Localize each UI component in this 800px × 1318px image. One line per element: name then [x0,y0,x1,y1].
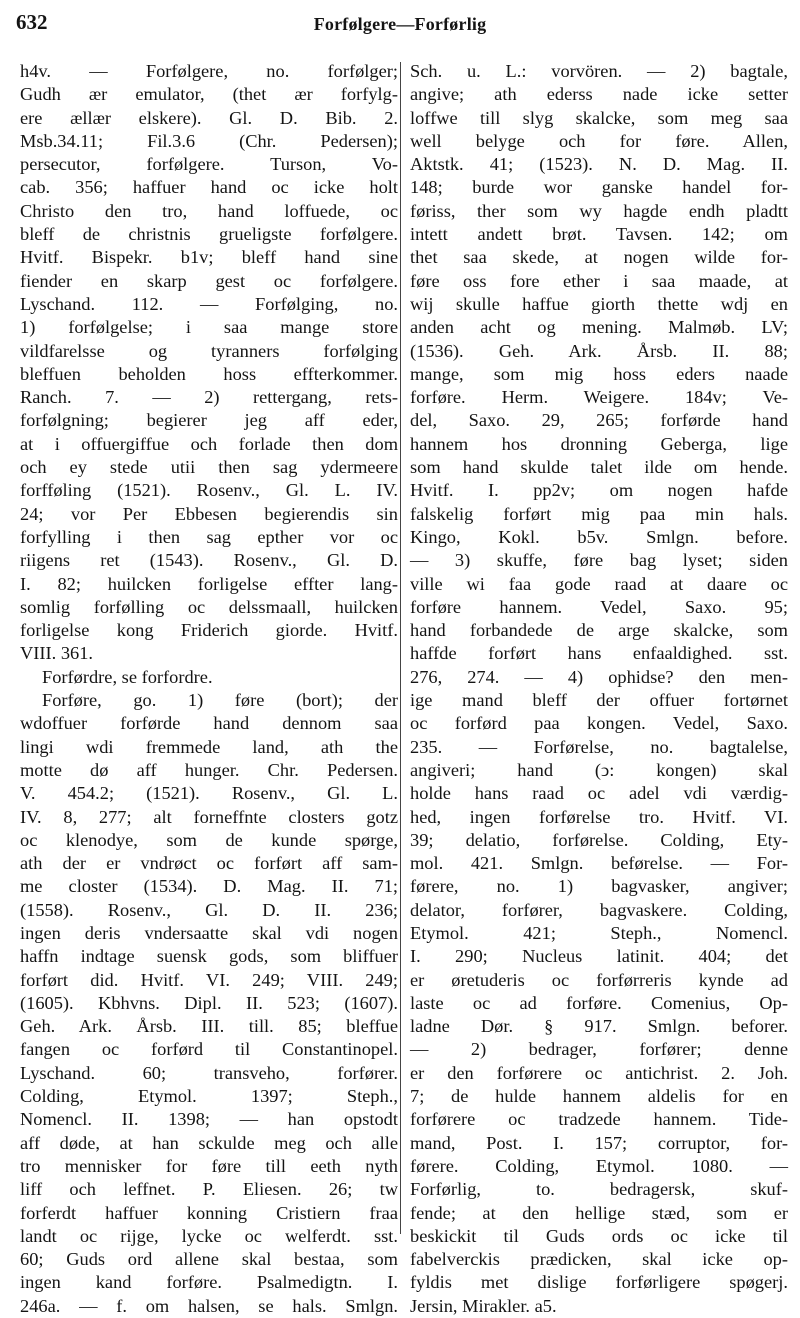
text-line: — 3) skuffe, føre bag lyset; siden [410,550,788,571]
text-line: ville wi faa gode raad at daare oc [410,573,788,594]
text-line: Nomencl. II. 1398; — han opstodt [20,1109,398,1130]
text-line: 1) forfølgelse; i saa mange store [20,317,398,338]
text-line: mand, Post. I. 157; corruptor, for- [410,1132,788,1153]
text-line: forføre hannem. Vedel, Saxo. 95; [410,596,788,617]
text-line: (1605). Kbhvns. Dipl. II. 523; (1607). [20,992,398,1013]
text-line: delator, forfører, bagvaskere. Colding, [410,899,788,920]
text-line: laste oc ad forføre. Comenius, Op- [410,992,788,1013]
text-line: loffwe till slyg skalcke, som meg saa [410,107,788,128]
text-line: — 2) bedrager, forfører; denne [410,1039,788,1060]
text-line: forført did. Hvitf. VI. 249; VIII. 249; [20,969,398,990]
text-line: forfføling (1521). Rosenv., Gl. L. IV. [20,480,398,501]
text-line: Kingo, Kokl. b5v. Smlgn. before. [410,526,788,547]
text-line: 148; burde wor ganske handel for- [410,177,788,198]
text-line: Lyschand. 60; transveho, forfører. [20,1062,398,1083]
text-line: Hvitf. Bispekr. b1v; bleff hand sine [20,247,398,268]
text-line: persecutor, forfølgere. Turson, Vo- [20,154,398,175]
text-line: I. 82; huilcken forligelse effter lang- [20,573,398,594]
text-line: fende; at den hellige stæd, som er [410,1202,788,1223]
text-line: angive; ath ederss nade icke setter [410,84,788,105]
text-line: tro mennisker for føre till eeth nyth [20,1155,398,1176]
text-line: wdoffuer forførde hand dennom saa [20,713,398,734]
right-column [410,60,788,1316]
text-line: bleffuen beholden hoss effterkommer. [20,363,398,384]
text-line: falskelig forført mig paa min hals. [410,503,788,524]
text-line: førere. Colding, Etymol. 1080. — [410,1155,788,1176]
text-line: V. 454.2; (1521). Rosenv., Gl. L. [20,783,398,804]
text-line: vildfarelsse og tyranners forfølging [20,340,398,361]
text-line: føre oss fore ether i saa maade, at [410,270,788,291]
text-line: h4v. — Forfølgere, no. forfølger; [20,61,398,81]
text-line: er den forførere oc antichrist. 2. Joh. [410,1062,788,1083]
text-line: ingen deris vndersaatte skal vdi nogen [20,922,398,943]
text-line: hand forbandede de arge skalcke, som [410,620,788,641]
text-line: fiender en skarp gest oc forfølgere. [20,270,398,291]
text-line: 276, 274. — 4) ophidse? den men- [410,666,788,687]
text-line: haffde forført hans enfaaldighed. sst. [410,643,788,664]
text-line: well belyge och for føre. Allen, [410,130,788,151]
text-line: hed, ingen forførelse tro. Hvitf. VI. [410,806,788,827]
text-line: bleff de christnis grueligste forfølgere. [20,224,398,245]
text-line: forligelse kong Friderich giorde. Hvitf. [20,620,398,641]
running-head: Forfølgere—Forførlig [313,14,487,34]
text-line: landt oc rijge, lycke oc welferdt. sst. [20,1225,398,1246]
text-line: hannem hos dronning Geberga, lige [410,433,788,454]
text-line: mol. 421. Smlgn. beførelse. — For- [410,853,788,874]
text-line: thet saa skede, at nogen wilde for- [410,247,788,268]
text-line: ige mand bleff der offuer fortørnet [410,690,788,711]
text-line: Sch. u. L.: vorvören. — 2) bagtale, [410,61,788,81]
text-line: ingen kand forføre. Psalmedigtn. I. [20,1272,398,1293]
text-line: forfylling i then sag epther vor oc [20,526,398,547]
text-line: forføre. Herm. Weigere. 184v; Ve- [410,387,788,408]
text-line: haffn indtage suensk gods, som bliffuer [20,946,398,967]
text-line: 235. — Forførelse, no. bagtalelse, [410,736,788,757]
left-column [20,60,398,1316]
text-line: motte dø aff hunger. Chr. Pedersen. [20,759,398,780]
text-line: Forførlig, to. bedragersk, skuf- [410,1179,788,1200]
text-line: Jersin, Mirakler. a5. [410,1295,557,1316]
text-line: riigens ret (1543). Rosenv., Gl. D. [20,550,398,571]
text-line: (1558). Rosenv., Gl. D. II. 236; [20,899,398,920]
text-line: forfølgning; begierer jeg aff eder, [20,410,398,431]
text-line: førere, no. 1) bagvasker, angiver; [410,876,788,897]
text-line: fyldis met dislige forførligere spøgerj. [410,1272,788,1293]
text-line: ladne Dør. § 917. Smlgn. beforer. [410,1016,788,1037]
text-line: fangen oc forførd til Constantinopel. [20,1039,398,1060]
text-line: oc klenodye, som de kunde spørge, [20,829,398,850]
text-line: IV. 8, 277; alt forneffnte closters gotz [20,806,398,827]
text-line: angiveri; hand (ↄ: kongen) skal [410,759,788,780]
text-line: Geh. Ark. Årsb. III. till. 85; bleffue [20,1016,398,1037]
page-number: 632 [16,10,48,34]
text-line: 24; vor Per Ebbesen begierendis sin [20,503,398,524]
text-line: 246a. — f. om halsen, se hals. Smlgn. [20,1295,398,1316]
text-line: beskickit til Guds ords oc icke til [410,1225,788,1246]
text-line: och ey stede utii then sag ydermeere [20,457,398,478]
text-line: fabelverckis prædicken, skal icke op- [410,1249,788,1270]
text-line: forferdt haffuer konning Cristiern fraa [20,1202,398,1223]
text-line: VIII. 361. [20,643,94,664]
page-header [0,0,800,48]
text-line: Ranch. 7. — 2) rettergang, rets- [20,387,398,408]
text-line: liff och leffnet. P. Eliesen. 26; tw [20,1179,398,1200]
text-line: Colding, Etymol. 1397; Steph., [20,1086,398,1107]
text-line: I. 290; Nucleus latinit. 404; det [410,946,788,967]
text-line: Lyschand. 112. — Forfølging, no. [20,293,398,314]
text-line: at i offuergiffue och forlade then dom [20,433,398,454]
text-line: ath der er vndrøct oc forført aff sam- [20,853,398,874]
text-line: del, Saxo. 29, 265; forførde hand [410,410,788,431]
text-line: Gudh ær emulator, (thet ær forfylg- [20,84,398,105]
text-line: som hand skulde talet ilde om hende. [410,457,788,478]
text-line: me closter (1534). D. Mag. II. 71; [20,876,398,897]
text-line: Aktstk. 41; (1523). N. D. Mag. II. [410,154,788,175]
text-line: aff døde, at han sckulde meg och alle [20,1132,398,1153]
text-line: lingi wdi fremmede land, ath the [20,736,398,757]
text-line: 7; de hulde hannem aldelis for en [410,1086,788,1107]
text-line: (1536). Geh. Ark. Årsb. II. 88; [410,340,788,361]
text-line: Forføre, go. 1) føre (bort); der [42,690,398,711]
text-line: forførere oc tradzede hannem. Tide- [410,1109,788,1130]
text-line: 60; Guds ord allene skal bestaa, som [20,1249,398,1270]
text-line: oc forførd paa kongen. Vedel, Saxo. [410,713,788,734]
column-divider [400,62,401,1234]
text-line: holde hans raad oc adel vdi værdig- [410,783,788,804]
text-line: Etymol. 421; Steph., Nomencl. [410,922,788,943]
text-line: mange, som mig hoss eders naade [410,363,788,384]
text-line: anden acht og mening. Malmøb. LV; [410,317,788,338]
text-line: Hvitf. I. pp2v; om nogen hafde [410,480,788,501]
text-line: 39; delatio, forførelse. Colding, Ety- [410,829,788,850]
text-line: cab. 356; haffuer hand oc icke holt [20,177,398,198]
text-line: Christo den tro, hand loffuede, oc [20,200,398,221]
text-line: Msb.34.11; Fil.3.6 (Chr. Pedersen); [20,130,398,151]
text-line: Forførdre, se forfordre. [42,666,213,687]
text-line: er øretuderis oc forførreris kynde ad [410,969,788,990]
text-line: wij skulle haffue giorth thette wdj en [410,293,788,314]
text-line: somlig forfølling oc delssmaall, huilcken [20,596,398,617]
text-line: intett andett brøt. Tavsen. 142; om [410,224,788,245]
text-line: føriss, ther som wy hagde endh pladtt [410,200,788,221]
text-line: ere ællær elskere). Gl. D. Bib. 2. [20,107,398,128]
